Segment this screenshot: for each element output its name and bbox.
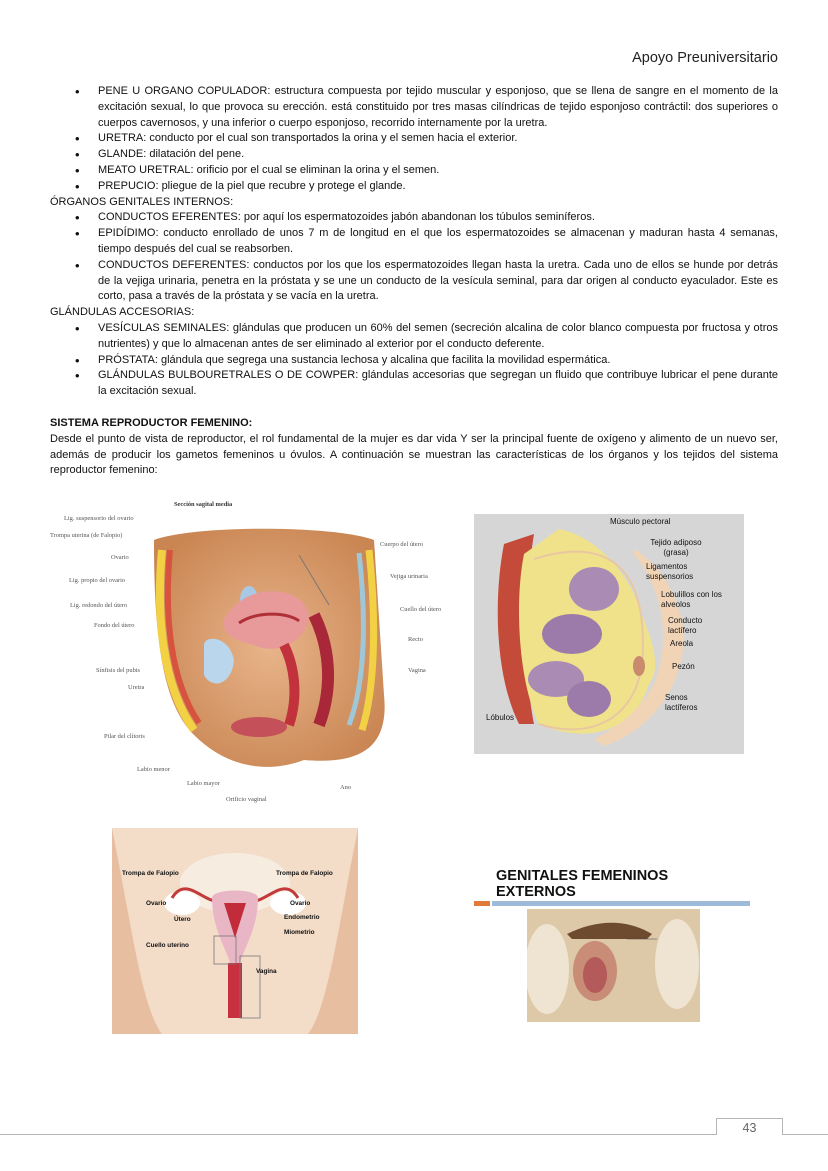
label-lig-redondo: Lig. redondo del útero: [70, 602, 128, 609]
label-miometrio: Miometrio: [284, 929, 315, 936]
label-conducto-lactifero: Conducto lactífero: [668, 616, 703, 635]
female-section-heading: SISTEMA REPRODUCTOR FEMENINO:: [50, 416, 253, 429]
list-item: • GLÁNDULAS BULBOURETRALES O DE COWPER: glándulas accesorias que segregan un fluido que contribuye lubricar el pene durante la excitación sexual.: [98, 368, 778, 400]
label-tejido-adiposo: Tejido adiposo (grasa): [650, 538, 702, 557]
list-item: • VESÍCULAS SEMINALES: glándulas que producen un 60% del semen (secreción alcalina de color blanco compuesta por fructosa y otros nutrientes) y que lo almacenan antes de ser eliminado al exterior por el conducto deferente.: [98, 321, 778, 353]
label-ovario: Ovario: [111, 554, 129, 561]
label-cuerpo-utero: Cuerpo del útero: [380, 541, 423, 548]
label-lobulillos: Lobulillos con los alveolos: [661, 590, 722, 609]
figure-title: GENITALES FEMENINOS EXTERNOS: [496, 868, 669, 900]
list-item: • CONDUCTOS EFERENTES: por aquí los espermatozoides jabón abandonan los túbulos seminíferos.: [98, 210, 778, 226]
label-areola: Areola: [670, 639, 694, 648]
label-pilar-clitoris: Pilar del clítoris: [104, 733, 145, 740]
label-senos-lactiferos: Senos lactíferos: [665, 693, 698, 712]
label-ovario-right: Ovario: [290, 900, 311, 907]
male-external-list: [50, 84, 778, 195]
label-vagina: Vagina: [408, 667, 426, 674]
label-lig-suspensorio: Lig. suspensorio del ovario: [64, 515, 134, 522]
label-recto: Recto: [408, 636, 423, 643]
label-ano: Ano: [340, 784, 352, 791]
label-endometrio: Endometrio: [284, 914, 320, 921]
label-uretra: Uretra: [128, 684, 145, 691]
figure-title: Sección sagital media: [174, 501, 233, 508]
male-internal-list: [50, 210, 778, 305]
label-utero: Útero: [174, 916, 191, 923]
label-cuello-utero: Cuello del útero: [400, 606, 442, 613]
label-lig-propio: Lig. propio del ovario: [69, 577, 126, 584]
label-fondo-utero: Fondo del útero: [94, 622, 135, 629]
internal-organs-heading: ÓRGANOS GENITALES INTERNOS:: [50, 195, 234, 208]
accent-bar-orange: [474, 901, 490, 906]
label-trompa-left: Trompa de Falopio: [122, 870, 179, 877]
external-genitalia-figure: [474, 862, 759, 1022]
page-number: 43: [716, 1118, 783, 1135]
list-item: • PREPUCIO: pliegue de la piel que recubre y protege el glande.: [98, 179, 778, 195]
label-lobulos: Lóbulos: [486, 713, 515, 722]
label-vagina: Vagina: [256, 968, 277, 975]
list-item: • PENE U ORGANO COPULADOR: estructura compuesta por tejido muscular y esponjoso, que se llena de sangre en el momento de la excitación sexual, lo que provoca su erección. está constituido por tres masas cilíndricas de tejido esponjoso contráctil: dos superiores o cuerpos cavernosos, y una inferior o cuerpo esponjoso, recorrido internamente por la uretra.: [98, 84, 778, 131]
label-musculo-pectoral: Músculo pectoral: [610, 517, 671, 526]
label-pezon: Pezón: [672, 662, 695, 671]
list-item: • PRÓSTATA: glándula que segrega una sustancia lechosa y alcalina que facilita la movilidad espermática.: [98, 353, 778, 369]
footer-rule: [0, 1134, 828, 1135]
label-orificio-vaginal: Orificio vaginal: [226, 796, 267, 803]
list-item: • CONDUCTOS DEFERENTES: conductos por los que los espermatozoides llegan hasta la uretra. Cada uno de ellos se hunde por detrás de la vejiga urinaria, penetra en la próstata y se une un conducto de la vesícula seminal, para dar origen al conducto eyaculador. Este es corto, pasa a través de la próstata y se vacía en la uretra.: [98, 258, 778, 305]
label-trompa-right: Trompa de Falopio: [276, 870, 333, 877]
list-item: • URETRA: conducto por el cual son transportados la orina y el semen hacia el exterior.: [98, 131, 778, 147]
sagittal-section-figure: [44, 495, 464, 810]
label-sinfisis: Sínfisis del pubis: [96, 667, 141, 674]
accessory-glands-heading: GLÁNDULAS ACCESORIAS:: [50, 306, 195, 319]
label-labio-menor: Labio menor: [137, 766, 170, 773]
page-header: Apoyo Preuniversitario: [632, 50, 778, 66]
label-ligamentos: Ligamentos suspensorios: [646, 562, 694, 581]
list-item: • MEATO URETRAL: orificio por el cual se eliminan la orina y el semen.: [98, 163, 778, 179]
label-trompa-uterina: Trompa uterina (de Falopio): [50, 532, 123, 539]
label-labio-mayor: Labio mayor: [187, 780, 220, 787]
list-item: • GLANDE: dilatación del pene.: [98, 147, 778, 163]
document-body: [50, 84, 778, 479]
accessory-list: [50, 321, 778, 400]
list-item: • EPIDÍDIMO: conducto enrollado de unos 7 m de longitud en el que los espermatozoides se almacenan y maduran hasta 4 semanas, tiempo después del cual se reabsorben.: [98, 226, 778, 258]
label-cuello-uterino: Cuello uterino: [146, 942, 189, 949]
external-genitalia-illustration: [527, 909, 700, 1022]
label-vejiga: Vejiga urinaria: [390, 573, 428, 580]
accent-bar-blue: [492, 901, 750, 906]
uterus-frontal-figure: [112, 828, 358, 1034]
breast-anatomy-figure: [474, 514, 744, 754]
label-ovario-left: Ovario: [146, 900, 167, 907]
female-section-intro: Desde el punto de vista de reproductor, el rol fundamental de la mujer es dar vida Y ser la principal fuente de oxígeno y alimento de un nuevo ser, además de producir los gametos femeninos u óvulos. A continuación se muestran las características de los órganos y los tejidos del sistema reproductor femenino:: [50, 432, 778, 477]
uterus-illustration: [112, 828, 358, 1034]
